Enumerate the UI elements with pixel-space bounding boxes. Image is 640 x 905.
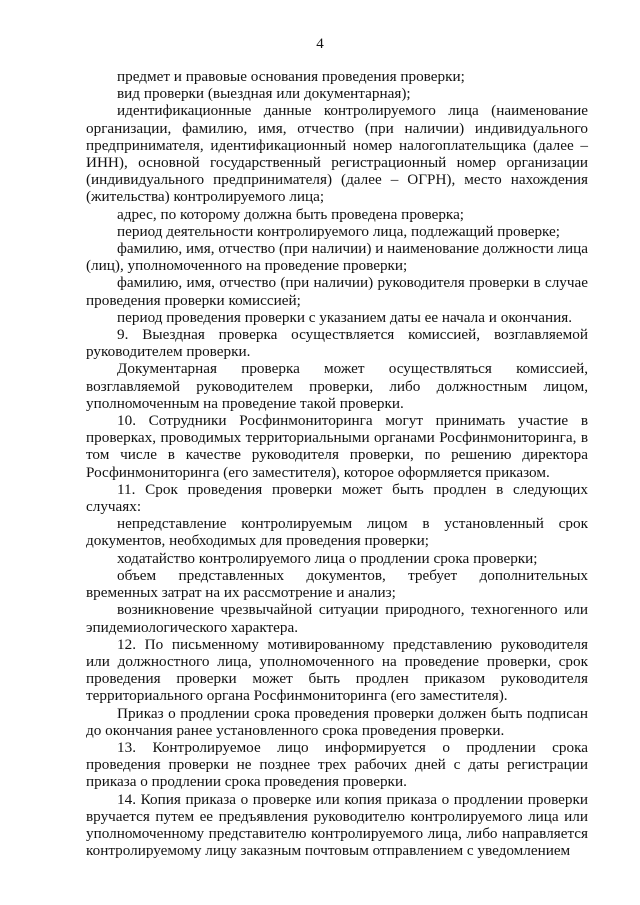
paragraph: период деятельности контролируемого лица, подлежащий проверке; (117, 222, 561, 240)
paragraph-item-14: 14. Копия приказа о проверке или копия приказа о продлении проверки вручается путем ее предъявления руководителю контролируемого лица или уполномоченному представителю контролируемого лица, либо направляется контролируемому лицу заказным почтовым отправлением с уведомлением (86, 790, 588, 860)
paragraph: предмет и правовые основания проведения проверки; (117, 68, 465, 85)
document-body (86, 68, 588, 859)
paragraph-item-10: 10. Сотрудники Росфинмониторинга могут принимать участие в проверках, проводимых территориальными органами Росфинмониторинга, в том числе в качестве руководителя проверки, по решению директора Росфинмониторинга (его заместителя), которое оформляется приказом. (86, 412, 588, 481)
paragraph: ходатайство контролируемого лица о продлении срока проверки; (117, 549, 538, 567)
paragraph: адрес, по которому должна быть проведена проверка; (117, 205, 465, 223)
paragraph: возникновение чрезвычайной ситуации природного, техногенного или эпидемиологического характера. (86, 601, 588, 636)
paragraph: фамилию, имя, отчество (при наличии) и наименование должности лица (лиц), уполномоченного на проведение проверки; (86, 240, 588, 275)
paragraph: Документарная проверка может осуществляться комиссией, возглавляемой руководителем проверки, либо должностным лицом, уполномоченным на проведение такой проверки. (86, 360, 588, 412)
paragraph: идентификационные данные контролируемого лица (наименование организации, фамилию, имя, отчество (при наличии) индивидуального предпринимателя, идентификационный номер налогоплательщика (далее – ИНН), основной государственный регистрационный номер организации (индивидуального предпринимателя) (далее – ОГРН), место нахождения (жительства) контролируемого лица; (86, 102, 588, 206)
page-number: 4 (316, 36, 324, 52)
paragraph-item-11: 11. Срок проведения проверки может быть продлен в следующих случаях: (86, 480, 588, 516)
paragraph: Приказ о продлении срока проведения проверки должен быть подписан до окончания ранее установленного срока проведения проверки. (86, 704, 588, 739)
paragraph-item-9: 9. Выездная проверка осуществляется комиссией, возглавляемой руководителем проверки. (86, 326, 588, 361)
paragraph: вид проверки (выездная или документарная); (117, 85, 411, 103)
paragraph: объем представленных документов, требует дополнительных временных затрат на их рассмотрение и анализ; (86, 566, 588, 602)
paragraph: фамилию, имя, отчество (при наличии) руководителя проверки в случае проведения проверки комиссией; (86, 274, 588, 309)
paragraph: период проведения проверки с указанием даты ее начала и окончания. (117, 308, 573, 326)
paragraph: непредставление контролируемым лицом в установленный срок документов, необходимых для проведения проверки; (86, 515, 588, 550)
paragraph-item-12: 12. По письменному мотивированному представлению руководителя или должностного лица, уполномоченного на проведение проверки, срок проведения проверки может быть продлен приказом руководителя территориального органа Росфинмониторинга (его заместителя). (86, 635, 588, 705)
paragraph-item-13: 13. Контролируемое лицо информируется о продлении срока проведения проверки не позднее трех рабочих дней с даты регистрации приказа о продлении срока проведения проверки. (86, 738, 588, 791)
